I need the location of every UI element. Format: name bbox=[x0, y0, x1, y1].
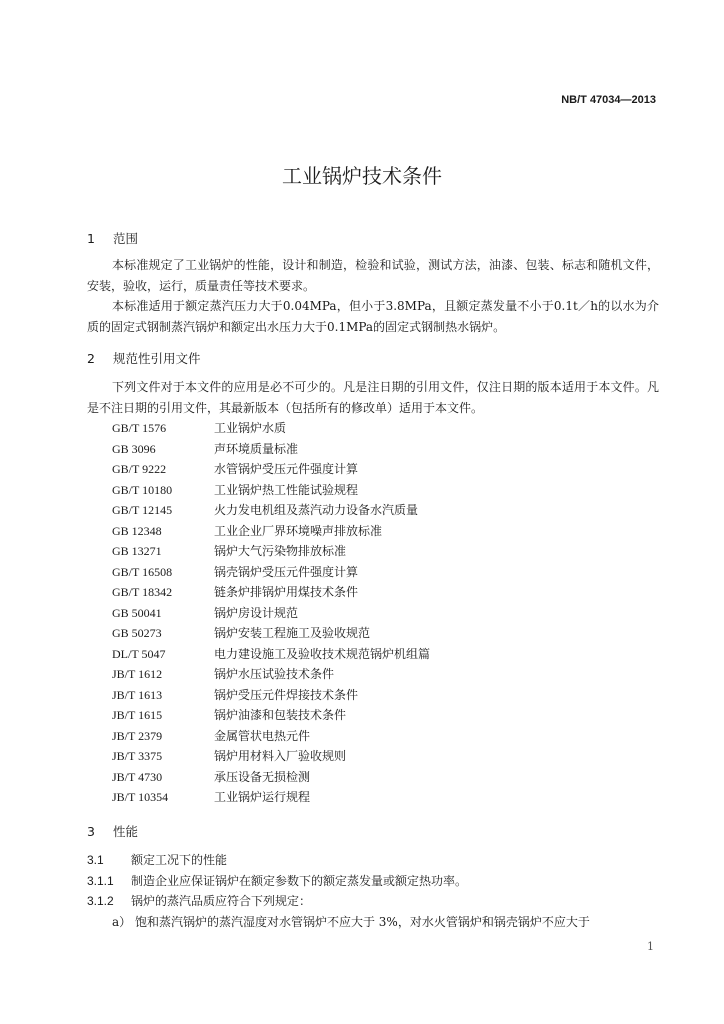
reference-code: JB/T 1612 bbox=[112, 667, 163, 681]
reference-code: GB 50041 bbox=[112, 605, 162, 620]
section-title: 规范性引用文件 bbox=[113, 351, 201, 366]
paragraph: 下列文件对于本文件的应用是必不可少的。凡是注日期的引用文件，仅注日期的版本适用于本文件。凡是不注日期的引用文件，其最新版本（包括所有的修改单）适用于本文件。 bbox=[87, 380, 659, 415]
reference-code: JB/T 1613 bbox=[112, 687, 163, 702]
reference-title: 工业锅炉水质 bbox=[214, 421, 287, 435]
reference-code: GB/T 18342 bbox=[112, 585, 173, 599]
reference-item bbox=[112, 582, 430, 603]
reference-code: GB/T 12145 bbox=[112, 503, 173, 517]
subsection-title: 额定工况下的性能 bbox=[131, 853, 228, 867]
reference-item bbox=[112, 787, 430, 808]
reference-item bbox=[112, 480, 430, 501]
reference-code: JB/T 1615 bbox=[112, 708, 163, 722]
reference-code: GB 3096 bbox=[112, 441, 156, 456]
reference-code: JB/T 2379 bbox=[112, 728, 163, 743]
reference-code: DL/T 5047 bbox=[112, 646, 166, 661]
reference-title: 锅炉水压试验技术条件 bbox=[214, 667, 335, 681]
reference-item bbox=[112, 767, 430, 788]
list-item bbox=[112, 913, 590, 930]
reference-item bbox=[112, 500, 430, 521]
page-number: 1 bbox=[647, 940, 654, 953]
reference-item bbox=[112, 562, 430, 583]
document-title: 工业锅炉技术条件 bbox=[282, 164, 442, 188]
reference-title: 电力建设施工及验收技术规范锅炉机组篇 bbox=[214, 646, 431, 661]
reference-item bbox=[112, 644, 430, 665]
clause-number: 3.1.2 bbox=[87, 894, 114, 908]
reference-item bbox=[112, 603, 430, 624]
section-title: 性能 bbox=[113, 824, 139, 839]
paragraph: 本标准规定了工业锅炉的性能，设计和制造，检验和试验，测试方法，油漆、包装、标志和随机文件，安装，验收，运行，质量责任等技术要求。 bbox=[87, 258, 659, 293]
clause-text: 锅炉的蒸汽品质应符合下列规定： bbox=[131, 894, 312, 908]
clause-text: 制造企业应保证锅炉在额定参数下的额定蒸发量或额定热功率。 bbox=[131, 874, 468, 888]
paragraph: 本标准适用于额定蒸汽压力大于0.04MPa，但小于3.8MPa，且额定蒸发量不小于0.1t／h的以水为介质的固定式钢制蒸汽锅炉和额定出水压力大于0.1MPa的固定式钢制热水锅炉。 bbox=[87, 299, 659, 334]
clause-number: 3.1.1 bbox=[87, 874, 114, 888]
list-item-text: a） 饱和蒸汽锅炉的蒸汽湿度对水管锅炉不应大于 3%，对水火管锅炉和锅壳锅炉不应大于 bbox=[112, 915, 590, 929]
reference-item bbox=[112, 459, 430, 480]
reference-code: JB/T 3375 bbox=[112, 749, 163, 763]
reference-title: 锅炉用材料入厂验收规则 bbox=[214, 749, 347, 763]
section-number: 3 bbox=[87, 824, 95, 839]
reference-item bbox=[112, 439, 430, 460]
reference-list bbox=[112, 418, 430, 808]
section-number: 1 bbox=[87, 231, 95, 246]
reference-title: 工业锅炉运行规程 bbox=[214, 790, 311, 804]
reference-title: 工业企业厂界环境噪声排放标准 bbox=[214, 523, 383, 538]
reference-item bbox=[112, 418, 430, 439]
reference-title: 锅炉油漆和包装技术条件 bbox=[214, 708, 347, 722]
reference-code: GB 50273 bbox=[112, 626, 162, 640]
reference-item bbox=[112, 541, 430, 562]
reference-item bbox=[112, 746, 430, 767]
section-heading-performance bbox=[87, 822, 138, 840]
reference-code: GB/T 1576 bbox=[112, 421, 167, 435]
reference-title: 锅炉安装工程施工及验收规范 bbox=[214, 626, 371, 640]
reference-title: 火力发电机组及蒸汽动力设备水汽质量 bbox=[214, 503, 419, 517]
reference-title: 链条炉排锅炉用煤技术条件 bbox=[214, 585, 359, 599]
reference-title: 水管锅炉受压元件强度计算 bbox=[214, 462, 359, 476]
reference-item bbox=[112, 664, 430, 685]
reference-code: JB/T 10354 bbox=[112, 790, 169, 804]
section-heading-normative-references bbox=[87, 349, 201, 367]
section-title: 范围 bbox=[113, 231, 139, 246]
reference-code: GB 13271 bbox=[112, 544, 162, 558]
section-number: 2 bbox=[87, 351, 95, 366]
reference-item bbox=[112, 521, 430, 542]
reference-code: JB/T 4730 bbox=[112, 769, 163, 784]
reference-item bbox=[112, 685, 430, 706]
reference-title: 金属管状电热元件 bbox=[214, 728, 311, 743]
reference-title: 锅壳锅炉受压元件强度计算 bbox=[214, 564, 359, 579]
reference-code: GB/T 9222 bbox=[112, 462, 167, 476]
reference-code: GB 12348 bbox=[112, 523, 162, 538]
reference-title: 承压设备无损检测 bbox=[214, 769, 311, 784]
reference-item bbox=[112, 726, 430, 747]
subsection-heading bbox=[87, 850, 227, 870]
clause bbox=[87, 871, 467, 891]
reference-code: GB/T 16508 bbox=[112, 564, 173, 579]
reference-title: 工业锅炉热工性能试验规程 bbox=[214, 482, 359, 497]
section-heading-scope bbox=[87, 229, 138, 247]
reference-item bbox=[112, 705, 430, 726]
reference-title: 声环境质量标准 bbox=[214, 441, 299, 456]
reference-item bbox=[112, 623, 430, 644]
reference-code: GB/T 10180 bbox=[112, 482, 173, 497]
subsection-number: 3.1 bbox=[87, 853, 104, 867]
clause bbox=[87, 891, 311, 911]
reference-title: 锅炉受压元件焊接技术条件 bbox=[214, 687, 359, 702]
standard-number: NB/T 47034—2013 bbox=[561, 94, 656, 106]
reference-title: 锅炉房设计规范 bbox=[214, 605, 299, 620]
reference-title: 锅炉大气污染物排放标准 bbox=[214, 544, 347, 558]
